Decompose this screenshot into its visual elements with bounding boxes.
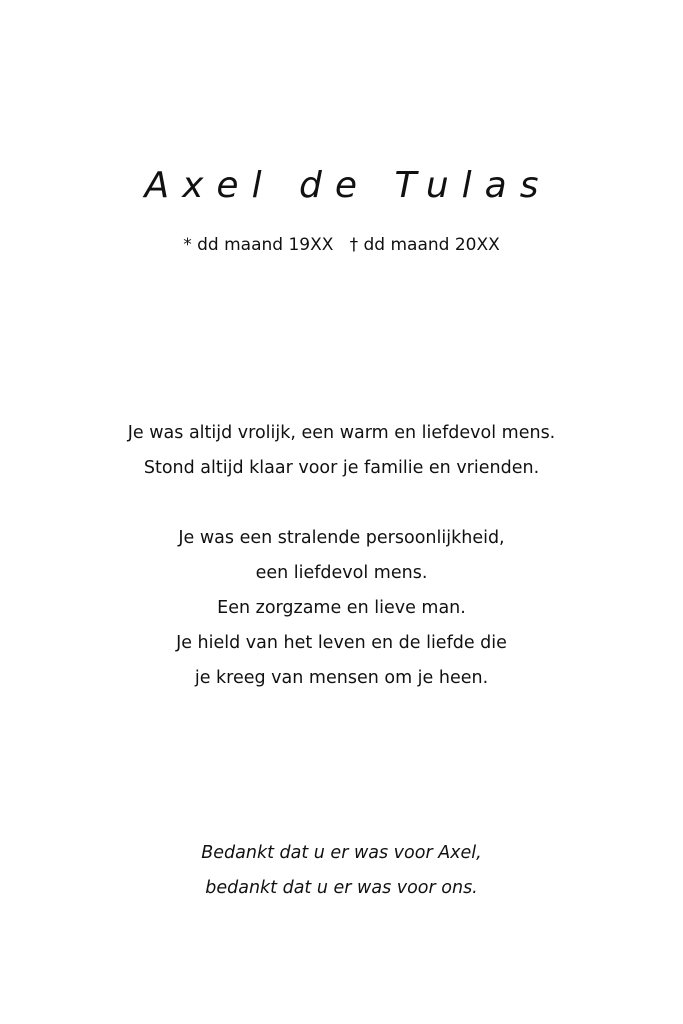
thanks-line: bedankt dat u er was voor ons. [205, 878, 478, 898]
verse-line: Je was een stralende persoonlijkheid, [178, 528, 505, 548]
verse-line: Je was altijd vrolijk, een warm en liefdevol mens. [127, 423, 556, 443]
verse-stanza-2 [0, 521, 683, 696]
verse-line: een liefdevol mens. [255, 563, 428, 583]
verse-line: Een zorgzame en lieve man. [217, 598, 466, 618]
life-dates: * dd maand 19XX † dd maand 20XX [183, 235, 500, 255]
verse-line: je kreeg van mensen om je heen. [194, 668, 489, 688]
thanks-line: Bedankt dat u er was voor Axel, [201, 843, 482, 863]
verse-stanza-1 [0, 416, 683, 486]
thank-you-message [0, 836, 683, 906]
deceased-name: Axel de Tulas [144, 165, 552, 206]
verse-line: Stond altijd klaar voor je familie en vrienden. [143, 458, 540, 478]
verse-line: Je hield van het leven en de liefde die [176, 633, 507, 653]
